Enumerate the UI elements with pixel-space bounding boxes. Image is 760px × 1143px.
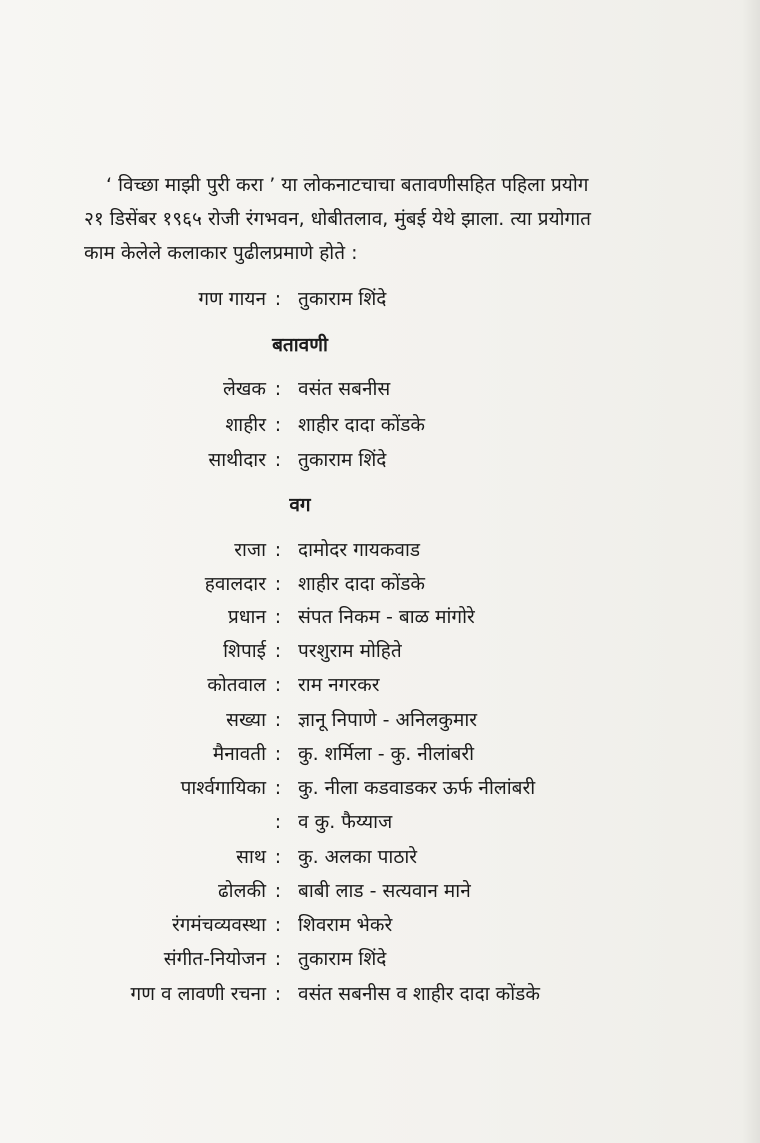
section-heading-vag: वग (289, 494, 311, 516)
credit-colon: : (274, 606, 282, 628)
credit-role: मैनावती (212, 743, 266, 765)
credit-colon: : (274, 914, 282, 936)
credit-name: तुकाराम शिंदे (298, 449, 387, 471)
credit-row (0, 703, 760, 737)
credit-row (0, 771, 760, 805)
credit-row (0, 282, 760, 316)
credit-name: शाहीर दादा कोंडके (298, 573, 425, 595)
credit-name: वसंत सबनीस (298, 378, 391, 400)
credit-name: कु. नीला कडवाडकर ऊर्फ नीलांबरी (298, 777, 536, 799)
credit-colon: : (274, 288, 282, 310)
credit-role: साथीदार (208, 449, 266, 471)
credit-row (0, 840, 760, 874)
credit-name: कु. शर्मिला - कु. नीलांबरी (298, 743, 475, 765)
credit-row (0, 942, 760, 976)
credit-colon: : (274, 777, 282, 799)
credit-row (0, 533, 760, 567)
credit-role: कोतवाल (207, 674, 266, 696)
credit-name: वसंत सबनीस व शाहीर दादा कोंडके (298, 983, 540, 1005)
credit-row (0, 600, 760, 634)
credit-role: शिपाई (223, 640, 266, 662)
credit-name: ज्ञानू निपाणे - अनिलकुमार (298, 709, 478, 731)
credit-row (0, 874, 760, 908)
credit-row (0, 634, 760, 668)
credit-row (0, 805, 760, 839)
credit-name: व कु. फैय्याज (298, 811, 393, 833)
credit-role: गण व लावणी रचना (130, 983, 266, 1005)
credit-row (0, 737, 760, 771)
credit-role: साथ (236, 846, 266, 868)
credit-role: शाहीर (225, 414, 266, 436)
credit-colon: : (274, 539, 282, 561)
credit-colon: : (274, 811, 282, 833)
credit-row (0, 668, 760, 702)
credit-name: परशुराम मोहिते (298, 640, 402, 662)
credit-colon: : (274, 573, 282, 595)
credit-colon: : (274, 709, 282, 731)
credit-name: तुकाराम शिंदे (298, 948, 387, 970)
credit-role: गण गायन (198, 288, 266, 310)
credit-role: सख्या (226, 709, 266, 731)
section-heading-batavani: बतावणी (272, 334, 328, 356)
credit-row (0, 567, 760, 601)
credit-name: संपत निकम - बाळ मांगोरे (298, 606, 475, 628)
credit-role: रंगमंचव्यवस्था (171, 914, 266, 936)
credit-role: राजा (234, 539, 266, 561)
intro-line-3: काम केलेले कलाकार पुढीलप्रमाणे होते : (84, 242, 358, 264)
credit-name: दामोदर गायकवाड (298, 539, 421, 561)
credit-colon: : (274, 880, 282, 902)
credit-role: लेखक (222, 378, 266, 400)
credit-row (0, 408, 760, 442)
credit-colon: : (274, 743, 282, 765)
credit-colon: : (274, 846, 282, 868)
credit-name: तुकाराम शिंदे (298, 288, 387, 310)
intro-paragraph (84, 168, 664, 270)
credit-role: ढोलकी (217, 880, 266, 902)
intro-line-2: २१ डिसेंबर १९६५ रोजी रंगभवन, धोबीतलाव, मुंबई येथे झाला. त्या प्रयोगात (84, 208, 592, 230)
credit-colon: : (274, 449, 282, 471)
credit-colon: : (274, 948, 282, 970)
credit-name: राम नगरकर (298, 674, 380, 696)
credit-row (0, 372, 760, 406)
credit-colon: : (274, 983, 282, 1005)
credit-colon: : (274, 414, 282, 436)
credit-colon: : (274, 674, 282, 696)
credit-row (0, 443, 760, 477)
credit-role: पार्श्वगायिका (180, 777, 266, 799)
credit-colon: : (274, 378, 282, 400)
credit-colon: : (274, 640, 282, 662)
credit-name: शिवराम भेकरे (298, 914, 393, 936)
credit-role: प्रधान (228, 606, 266, 628)
credit-role: संगीत-नियोजन (163, 948, 266, 970)
credit-role: हवालदार (204, 573, 266, 595)
credit-name: कु. अलका पाठारे (298, 846, 418, 868)
intro-line-1: ‘ विच्छा माझी पुरी करा ’ या लोकनाटचाचा बतावणीसहित पहिला प्रयोग (106, 174, 589, 196)
credit-name: शाहीर दादा कोंडके (298, 414, 425, 436)
credit-row (0, 977, 760, 1011)
credit-row (0, 908, 760, 942)
credit-name: बाबी लाड - सत्यवान माने (298, 880, 471, 902)
